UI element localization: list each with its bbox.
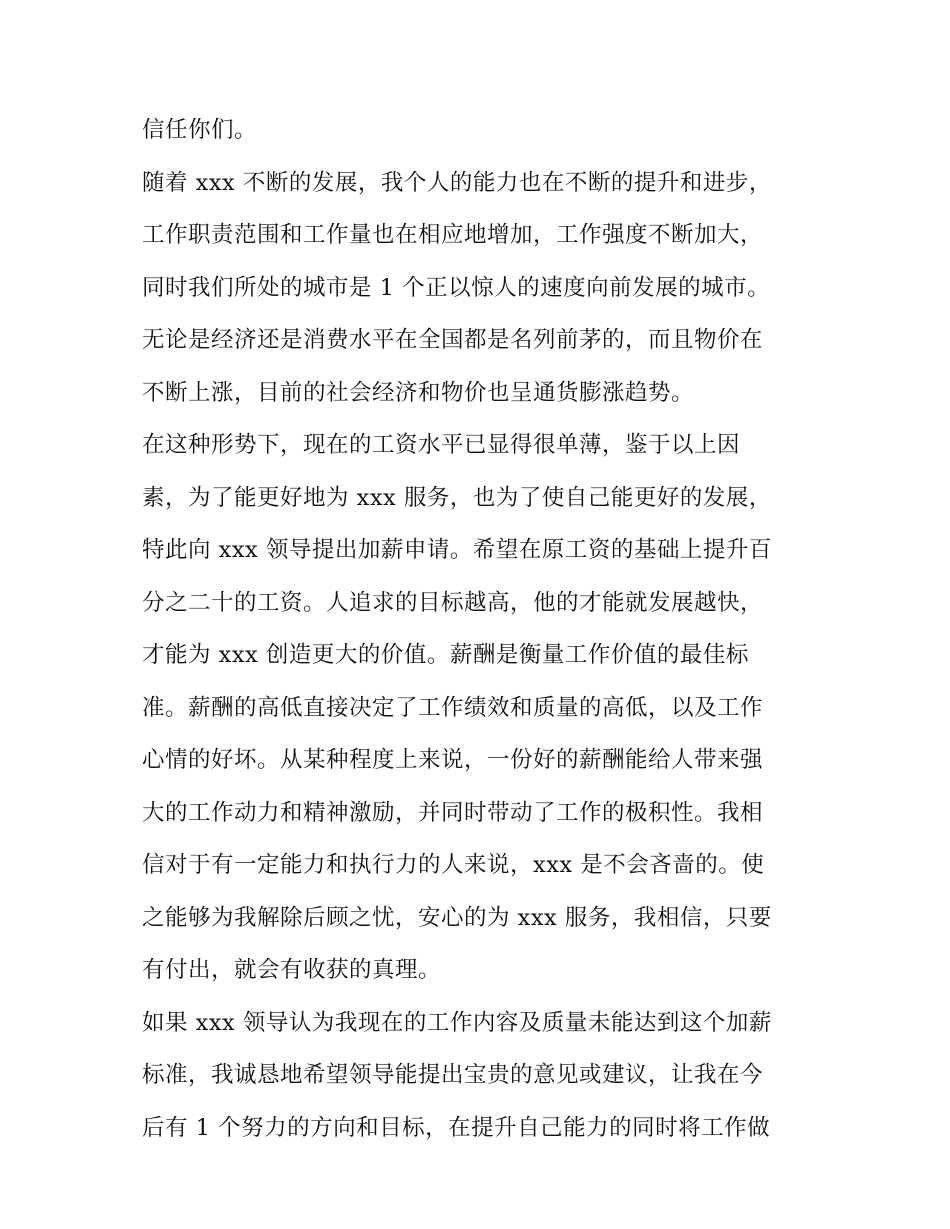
text-line: 在这种形势下，现在的工资水平已显得很单薄，鉴于以上因 (142, 432, 741, 458)
text-line: 特此向 xxx 领导提出加薪申请。希望在原工资的基础上提升百 (142, 537, 772, 563)
text-line: 分之二十的工资。人追求的目标越高，他的才能就发展越快， (142, 589, 764, 616)
text-line: 信对于有一定能力和执行力的人来说，xxx 是不会吝啬的。使 (142, 852, 765, 878)
text-line: 有付出，就会有收获的真理。 (142, 957, 442, 983)
text-line: 无论是经济还是消费水平在全国都是名列前茅的，而且物价在 (142, 327, 764, 353)
text-line: 才能为 xxx 创造更大的价值。薪酬是衡量工作价值的最佳标 (142, 642, 749, 668)
text-line: 大的工作动力和精神激励，并同时带动了工作的极积性。我相 (142, 799, 764, 826)
text-line: 心情的好坏。从某种程度上来说，一份好的薪酬能给人带来强 (142, 747, 764, 773)
document-body (142, 110, 822, 1160)
text-line: 随着 xxx 不断的发展，我个人的能力也在不断的提升和进步， (142, 169, 772, 196)
text-line: 后有 1 个努力的方向和目标，在提升自己能力的同时将工作做 (142, 1114, 771, 1141)
text-line: 标准，我诚恳地希望领导能提出宝贵的意见或建议，让我在今 (142, 1062, 764, 1088)
text-line: 信任你们。 (142, 117, 258, 143)
text-line: 不断上涨，目前的社会经济和物价也呈通货膨涨趋势。 (142, 379, 695, 406)
text-line: 工作职责范围和工作量也在相应地增加，工作强度不断加大， (142, 222, 764, 248)
text-line: 之能够为我解除后顾之忧，安心的为 xxx 服务，我相信，只要 (142, 904, 772, 931)
text-line: 素，为了能更好地为 xxx 服务，也为了使自己能更好的发展， (142, 484, 772, 511)
text-line: 同时我们所处的城市是 1 个正以惊人的速度向前发展的城市。 (142, 274, 771, 301)
text-line: 如果 xxx 领导认为我现在的工作内容及质量未能达到这个加薪 (142, 1009, 772, 1036)
text-line: 准。薪酬的高低直接决定了工作绩效和质量的高低，以及工作 (142, 694, 764, 721)
